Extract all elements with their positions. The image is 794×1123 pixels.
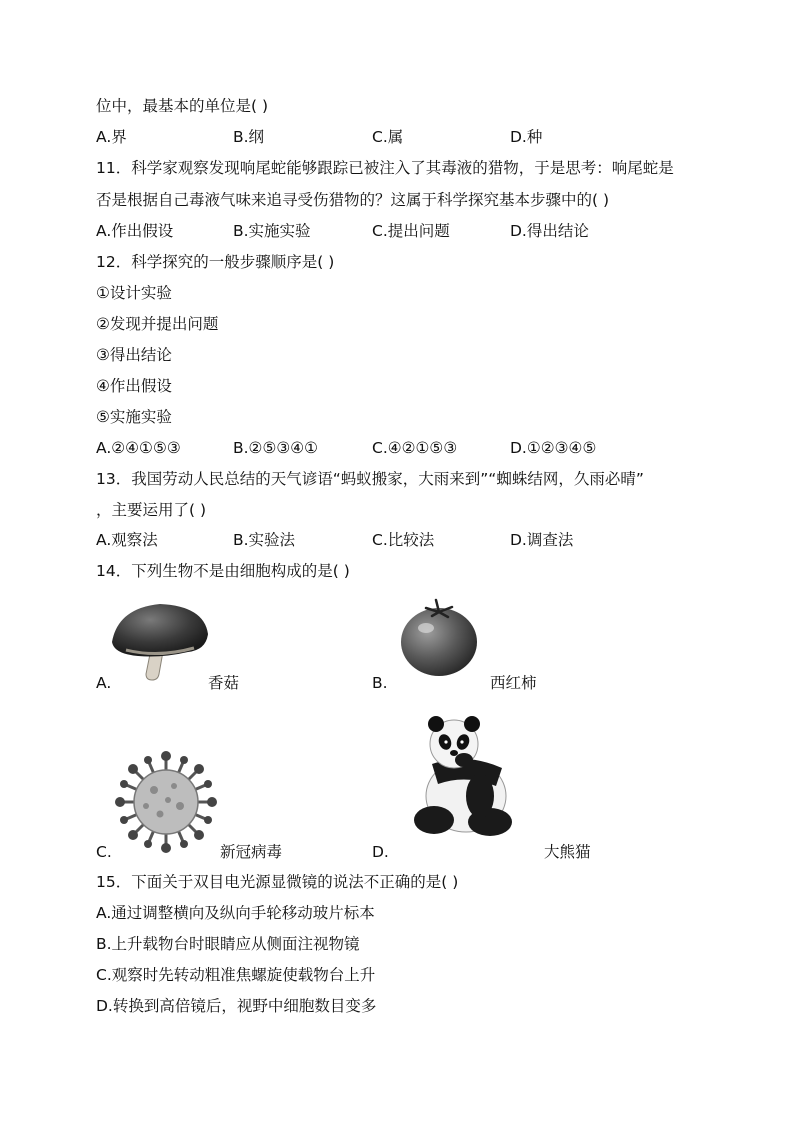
q10-option-b: B.纲 bbox=[233, 128, 265, 146]
q10-option-a: A.界 bbox=[96, 128, 127, 146]
q13-option-c: C.比较法 bbox=[372, 531, 435, 549]
q15-stem: 15．下面关于双目电光源显微镜的说法不正确的是( ) bbox=[96, 873, 459, 891]
q12-option-b: B.②⑤③④① bbox=[233, 439, 319, 457]
q10-option-c: C.属 bbox=[372, 128, 404, 146]
q14-option-a-label: 香菇 bbox=[208, 674, 240, 692]
q14-option-b-label: 西红柿 bbox=[490, 674, 537, 692]
q11-option-c: C.提出问题 bbox=[372, 222, 450, 240]
q12-option-a: A.②④①⑤③ bbox=[96, 439, 181, 457]
q13-stem-line1: 13．我国劳动人民总结的天气谚语“蚂蚁搬家，大雨来到”“蜘蛛结网，久雨必晴” bbox=[96, 470, 644, 488]
tomato-image bbox=[396, 598, 482, 680]
q15-option-a: A.通过调整横向及纵向手轮移动玻片标本 bbox=[96, 904, 375, 922]
q14-option-d-letter: D. bbox=[372, 843, 389, 861]
q12-step-2: ②发现并提出问题 bbox=[96, 315, 219, 333]
q15-option-d: D.转换到高倍镜后，视野中细胞数目变多 bbox=[96, 997, 377, 1015]
q12-step-4: ④作出假设 bbox=[96, 377, 172, 395]
panda-image bbox=[404, 712, 522, 840]
coronavirus-image bbox=[114, 750, 218, 854]
q11-stem-line2: 否是根据自己毒液气味来追寻受伤猎物的？这属于科学探究基本步骤中的( ) bbox=[96, 191, 610, 209]
q14-option-a-letter: A. bbox=[96, 674, 112, 692]
q11-stem-line1: 11．科学家观察发现响尾蛇能够跟踪已被注入了其毒液的猎物，于是思考：响尾蛇是 bbox=[96, 159, 674, 177]
q11-option-b: B.实施实验 bbox=[233, 222, 311, 240]
q14-option-b-letter: B. bbox=[372, 674, 388, 692]
q13-option-a: A.观察法 bbox=[96, 531, 158, 549]
q13-stem-line2: ，主要运用了( ) bbox=[96, 501, 207, 519]
q11-option-a: A.作出假设 bbox=[96, 222, 174, 240]
q12-option-d: D.①②③④⑤ bbox=[510, 439, 597, 457]
q13-option-b: B.实验法 bbox=[233, 531, 296, 549]
q12-step-1: ①设计实验 bbox=[96, 284, 172, 302]
q14-option-d-label: 大熊猫 bbox=[544, 843, 591, 861]
mushroom-image bbox=[108, 600, 212, 684]
q14-option-c-letter: C. bbox=[96, 843, 112, 861]
q12-step-5: ⑤实施实验 bbox=[96, 408, 172, 426]
q14-option-c-label: 新冠病毒 bbox=[220, 843, 283, 861]
q15-option-c: C.观察时先转动粗准焦螺旋使载物台上升 bbox=[96, 966, 376, 984]
q13-option-d: D.调查法 bbox=[510, 531, 574, 549]
q10-option-d: D.种 bbox=[510, 128, 543, 146]
q15-option-b: B.上升载物台时眼睛应从侧面注视物镜 bbox=[96, 935, 360, 953]
q12-stem: 12．科学探究的一般步骤顺序是( ) bbox=[96, 253, 335, 271]
q11-option-d: D.得出结论 bbox=[510, 222, 589, 240]
q14-stem: 14．下列生物不是由细胞构成的是( ) bbox=[96, 562, 350, 580]
q12-option-c: C.④②①⑤③ bbox=[372, 439, 458, 457]
q10-stem-continuation: 位中，最基本的单位是( ) bbox=[96, 97, 269, 115]
q12-step-3: ③得出结论 bbox=[96, 346, 172, 364]
